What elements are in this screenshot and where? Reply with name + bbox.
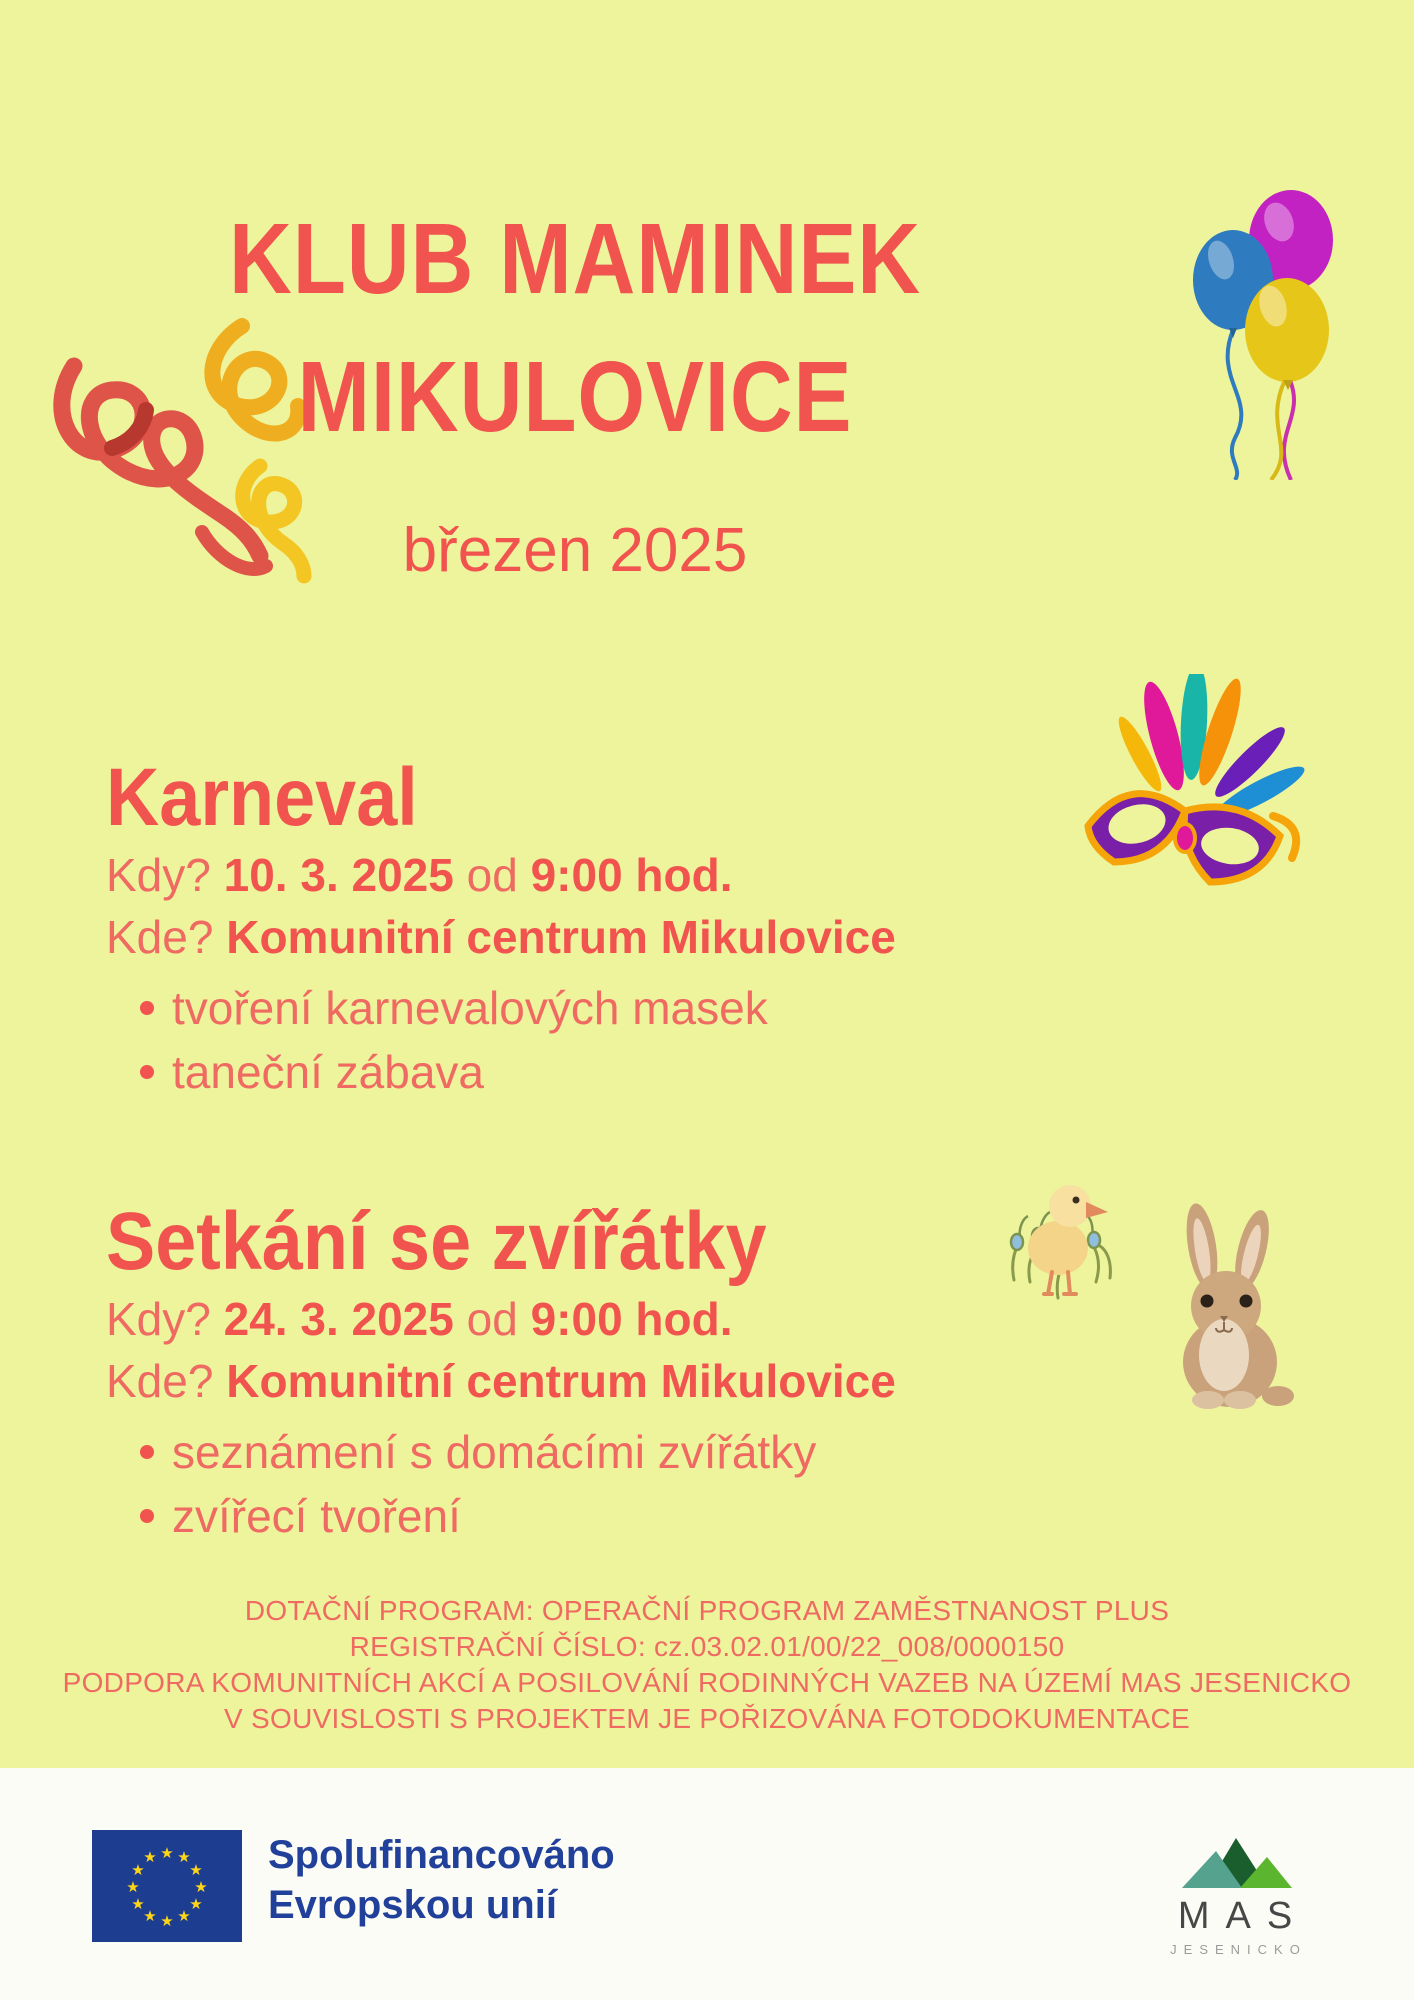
when-date: 24. 3. 2025 [223, 1293, 454, 1345]
event-bullet-list [106, 1420, 1006, 1548]
list-item: tvoření karnevalových masek [106, 976, 1006, 1040]
svg-text:★: ★ [194, 1878, 208, 1896]
event-where-line [106, 1350, 1006, 1412]
svg-text:★: ★ [177, 1907, 191, 1925]
mas-logo-subname: JESENICKO [1170, 1942, 1307, 1957]
where-label: Kde? [106, 911, 214, 963]
list-item: seznámení s domácími zvířátky [106, 1420, 1006, 1484]
when-connector: od [466, 1293, 518, 1345]
list-item: taneční zábava [106, 1040, 1006, 1104]
svg-text:★: ★ [131, 1895, 145, 1913]
funding-line: DOTAČNÍ PROGRAM: OPERAČNÍ PROGRAM ZAMĚSTNANOST PLUS [244, 1595, 1170, 1626]
svg-text:★: ★ [177, 1848, 191, 1866]
balloons-image [1185, 180, 1345, 480]
event-section-setkani [106, 1196, 1006, 1548]
svg-text:★: ★ [131, 1861, 145, 1879]
mas-logo [1150, 1832, 1320, 1957]
where-value: Komunitní centrum Mikulovice [226, 911, 896, 963]
poster-title-line2: MIKULOVICE [297, 341, 853, 453]
when-date: 10. 3. 2025 [223, 849, 454, 901]
list-item: zvířecí tvoření [106, 1484, 1006, 1548]
eu-flag-icon [92, 1830, 242, 1942]
when-connector: od [466, 849, 518, 901]
event-heading: Setkání se zvířátky [106, 1196, 767, 1287]
carnival-mask-image [1068, 674, 1312, 930]
when-label: Kdy? [106, 849, 211, 901]
eu-attribution-line1: Spolufinancováno [268, 1833, 615, 1877]
duckling-image [1000, 1170, 1124, 1320]
when-time: 9:00 hod. [530, 849, 733, 901]
event-section-karneval [106, 752, 1006, 1104]
funding-line: PODPORA KOMUNITNÍCH AKCÍ A POSILOVÁNÍ RODINNÝCH VAZEB NA ÚZEMÍ MAS JESENICKO [62, 1667, 1352, 1698]
eu-attribution-line2: Evropskou unií [268, 1883, 557, 1927]
funding-line: REGISTRAČNÍ ČÍSLO: cz.03.02.01/00/22_008/0000150 [349, 1631, 1065, 1662]
svg-text:★: ★ [126, 1878, 140, 1896]
svg-text:★: ★ [189, 1861, 203, 1879]
svg-text:★: ★ [160, 1912, 174, 1930]
svg-text:★: ★ [189, 1895, 203, 1913]
event-heading: Karneval [106, 752, 418, 843]
poster-subtitle: březen 2025 [402, 516, 748, 585]
when-time: 9:00 hod. [530, 1293, 733, 1345]
mas-logo-name: MAS [1177, 1895, 1309, 1937]
event-when-line [106, 844, 1006, 906]
logo-bar [0, 1768, 1414, 2000]
funding-line: V SOUVISLOSTI S PROJEKTEM JE POŘIZOVÁNA FOTODOKUMENTACE [223, 1703, 1191, 1734]
where-label: Kde? [106, 1355, 214, 1407]
event-bullet-list [106, 976, 1006, 1104]
poster-title [75, 190, 1076, 466]
mas-mountains-icon [1178, 1832, 1292, 1888]
svg-text:★: ★ [143, 1907, 157, 1925]
event-when-line [106, 1288, 1006, 1350]
poster-title-line1: KLUB MAMINEK [229, 203, 921, 315]
where-value: Komunitní centrum Mikulovice [226, 1355, 896, 1407]
svg-text:★: ★ [143, 1848, 157, 1866]
funding-program-text [0, 1593, 1414, 1737]
event-where-line [106, 906, 1006, 968]
svg-text:★: ★ [160, 1844, 174, 1862]
when-label: Kdy? [106, 1293, 211, 1345]
rabbit-image [1158, 1200, 1302, 1415]
eu-attribution [268, 1830, 615, 1930]
